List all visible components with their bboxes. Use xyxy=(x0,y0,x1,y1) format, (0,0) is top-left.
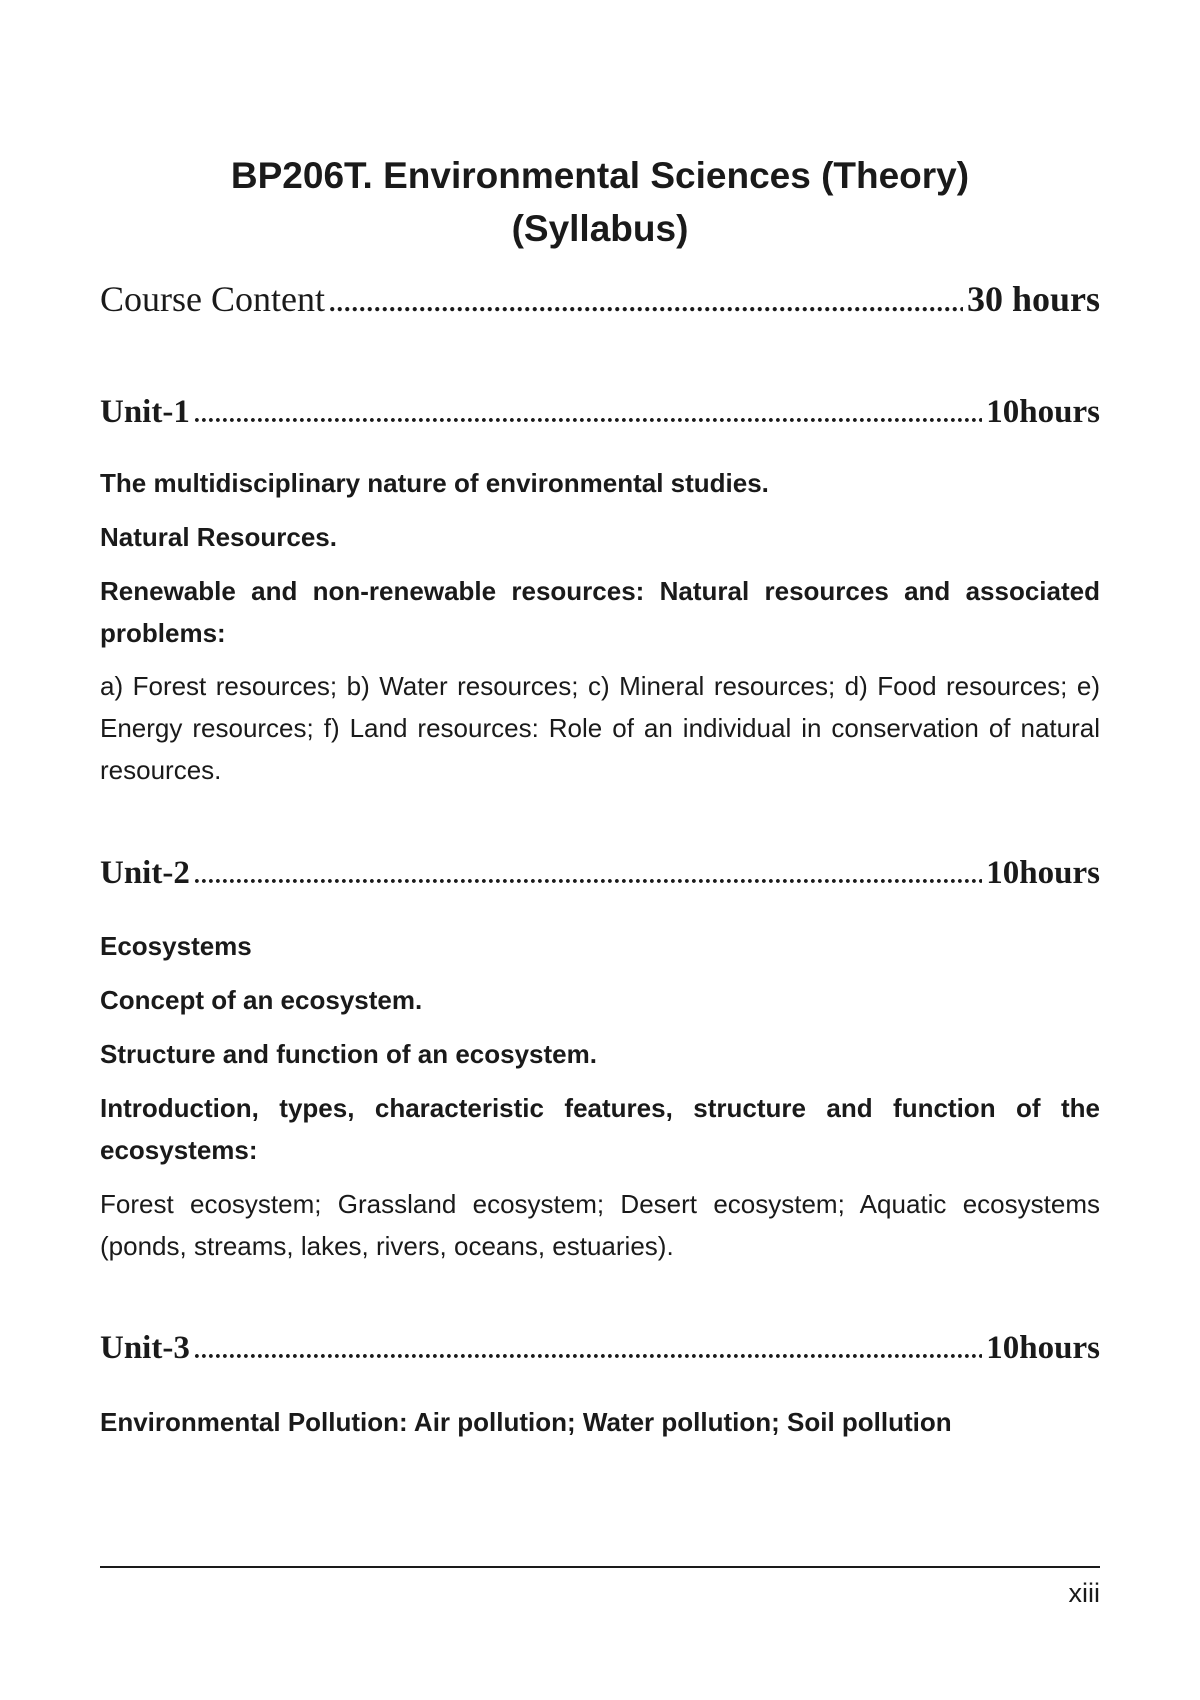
unit-1-details: a) Forest resources; b) Water resources; c) Mineral resources; d) Food resources; e) Energy resources; f) Land resources: Role of an individual in conservation of natural resources. xyxy=(100,671,1100,785)
unit-2-topic: Structure and function of an ecosystem. xyxy=(100,1039,597,1069)
unit-2-label: Unit-2 xyxy=(100,855,190,891)
unit-3-heading xyxy=(100,1330,1100,1367)
unit-3-label: Unit-3 xyxy=(100,1330,190,1366)
unit-1-topic: Natural Resources. xyxy=(100,522,337,552)
course-content-label: Course Content xyxy=(100,279,325,319)
page-title: BP206T. Environmental Sciences (Theory) xyxy=(230,155,970,196)
unit-2-details: Forest ecosystem; Grassland ecosystem; Desert ecosystem; Aquatic ecosystems (ponds, streams, lakes, rivers, oceans, estuaries). xyxy=(100,1189,1100,1261)
unit-2-topic: Ecosystems xyxy=(100,931,252,961)
unit-1-hours: 10hours xyxy=(986,394,1100,430)
course-content-heading xyxy=(100,278,1100,320)
unit-3-hours: 10hours xyxy=(986,1330,1100,1366)
unit-1-label: Unit-1 xyxy=(100,394,190,430)
footer-rule xyxy=(100,1566,1100,1568)
dot-leader xyxy=(194,863,982,890)
unit-2-heading xyxy=(100,855,1100,892)
page-subtitle: (Syllabus) xyxy=(511,208,689,249)
dot-leader xyxy=(194,402,982,429)
course-content-hours: 30 hours xyxy=(966,279,1100,319)
unit-1-topic: The multidisciplinary nature of environmental studies. xyxy=(100,468,769,498)
unit-2-topic: Concept of an ecosystem. xyxy=(100,985,423,1015)
unit-2-hours: 10hours xyxy=(986,855,1100,891)
unit-2-topic: Introduction, types, characteristic features, structure and function of the ecosystems: xyxy=(100,1093,1100,1165)
page-number: xiii xyxy=(1068,1578,1100,1608)
dot-leader xyxy=(329,288,963,318)
document-page xyxy=(100,0,1100,1700)
dot-leader xyxy=(194,1338,982,1365)
unit-1-topic: Renewable and non-renewable resources: Natural resources and associated problems: xyxy=(100,576,1100,648)
unit-1-heading xyxy=(100,394,1100,431)
unit-3-topic: Environmental Pollution: Air pollution; Water pollution; Soil pollution xyxy=(100,1407,952,1437)
